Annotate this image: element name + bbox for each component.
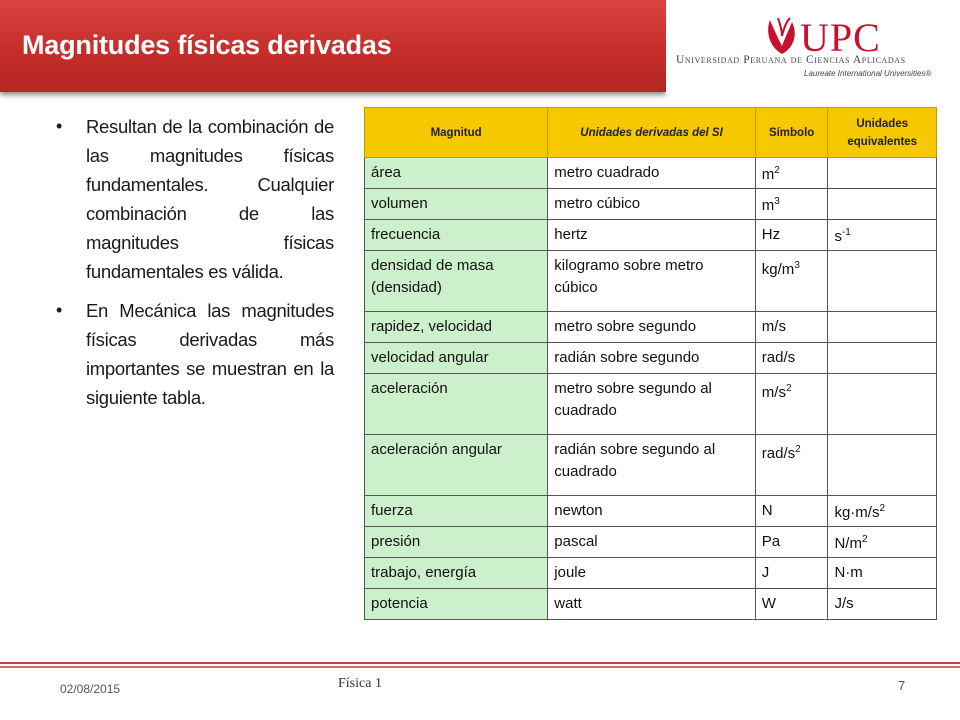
cell-magnitud: área [365,158,548,189]
cell-simbolo: W [755,589,828,620]
cell-unidad: watt [548,589,756,620]
footer-course: Física 1 [338,676,382,691]
cell-simbolo: rad/$s^2$ [755,435,828,496]
cell-simbolo: $m/s^2$ [755,374,828,435]
upc-logo [666,0,960,94]
cell-equivalente [828,435,937,496]
cell-unidad: kilogramo sobre metro cúbico [548,251,756,312]
header-magnitud: Magnitud [365,108,548,158]
table-row [365,374,937,435]
logo-university-name: Universidad Peruana de Ciencias Aplicadas [676,54,906,66]
cell-magnitud: potencia [365,589,548,620]
cell-simbolo: N [755,496,828,527]
header-equivalentes: Unidades equivalentes [828,108,937,158]
cell-equivalente: J/s [828,589,937,620]
table-row [365,251,937,312]
table-row [365,527,937,558]
cell-simbolo: $m^2$ [755,158,828,189]
cell-equivalente [828,374,937,435]
table-row [365,343,937,374]
table-row [365,558,937,589]
cell-magnitud: presión [365,527,548,558]
cell-equivalente [828,251,937,312]
cell-simbolo: Pa [755,527,828,558]
table-body [365,158,937,620]
title-bar [0,0,666,92]
cell-magnitud: velocidad angular [365,343,548,374]
cell-magnitud: rapidez, velocidad [365,312,548,343]
table-header-row [365,108,937,158]
table-row [365,220,937,251]
cell-magnitud: fuerza [365,496,548,527]
cell-simbolo: Hz [755,220,828,251]
table-row [365,158,937,189]
bullet-dot-icon: • [56,116,63,136]
bullet-item [52,112,334,286]
cell-unidad: joule [548,558,756,589]
cell-unidad: newton [548,496,756,527]
table-row [365,589,937,620]
cell-equivalente [828,343,937,374]
cell-magnitud: densidad de masa (densidad) [365,251,548,312]
header-simbolo: Símbolo [755,108,828,158]
footer-date: 02/08/2015 [60,682,121,696]
cell-unidad: pascal [548,527,756,558]
page-number: 7 [898,678,906,693]
cell-magnitud: aceleración angular [365,435,548,496]
bullet-dot-icon: • [56,300,63,320]
cell-equivalente: $N/m^2$ [828,527,937,558]
table-row [365,435,937,496]
bullet-text: Resultan de la combinación de las magnitudes físicas fundamentales. Cualquier combinación de las magnitudes físicas fundamentales es válida. [86,116,334,282]
cell-unidad: metro sobre segundo [548,312,756,343]
cell-unidad: radián sobre segundo [548,343,756,374]
footer-divider [0,662,960,670]
cell-simbolo: $m^3$ [755,189,828,220]
cell-magnitud: aceleración [365,374,548,435]
cell-equivalente: $kg\cdot m/s^2$ [828,496,937,527]
logo-subtitle: Laureate International Universities® [804,69,932,78]
logo-brand-text: UPC [800,15,881,60]
cell-unidad: metro cuadrado [548,158,756,189]
cell-simbolo: rad/s [755,343,828,374]
bullet-list [52,112,334,412]
table-row [365,496,937,527]
cell-unidad: hertz [548,220,756,251]
bullet-text: En Mecánica las magnitudes físicas derivadas más importantes se muestran en la siguiente tabla. [86,300,334,408]
cell-simbolo: $kg/m^3$ [755,251,828,312]
cell-magnitud: frecuencia [365,220,548,251]
cell-simbolo: J [755,558,828,589]
cell-unidad: metro sobre segundo al cuadrado [548,374,756,435]
slide-title: Magnitudes físicas derivadas [22,30,392,60]
cell-equivalente [828,158,937,189]
cell-magnitud: trabajo, energía [365,558,548,589]
cell-unidad: radián sobre segundo al cuadrado [548,435,756,496]
cell-magnitud: volumen [365,189,548,220]
magnitudes-table [364,107,937,620]
cell-equivalente: N·m [828,558,937,589]
bullet-item [52,296,334,412]
header-unidades: Unidades derivadas del SI [548,108,756,158]
table-row [365,312,937,343]
cell-simbolo: m/s [755,312,828,343]
cell-equivalente [828,312,937,343]
table-row [365,189,937,220]
cell-unidad: metro cúbico [548,189,756,220]
upc-logo-icon [764,16,800,58]
cell-equivalente: $s^{-1}$ [828,220,937,251]
cell-equivalente [828,189,937,220]
